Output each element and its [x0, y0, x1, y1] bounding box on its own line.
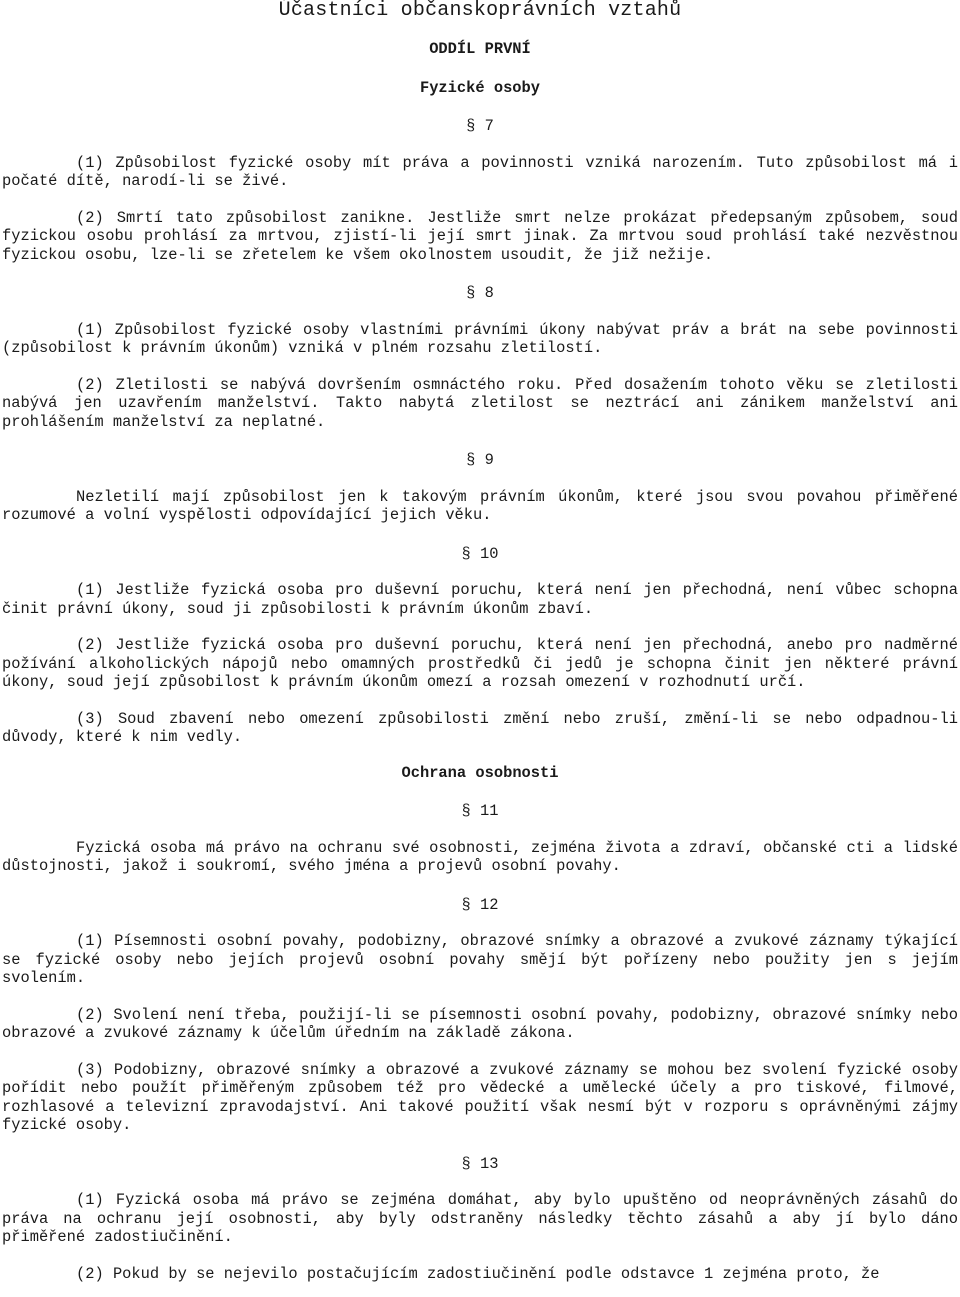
- paragraph: Nezletilí mají způsobilost jen k takovým právním úkonům, které jsou svou povahou přiměřené rozumové a volní vyspělosti odpovídající jejich věku.: [2, 487, 958, 524]
- section-label: § 9: [466, 451, 494, 469]
- paragraph: (3) Soud zbavení nebo omezení způsobilosti změní nebo zruší, změní-li se nebo odpadnou-li důvody, které k nim vedly.: [2, 709, 958, 746]
- section-label: § 7: [466, 117, 494, 135]
- paragraph: (2) Pokud by se nejevilo postačujícím zadostiučinění podle odstavce 1 zejména proto, že: [76, 1264, 880, 1283]
- section-label: § 10: [461, 544, 499, 563]
- division-heading: ODDÍL PRVNÍ: [429, 40, 531, 58]
- paragraph: (2) Svolení není třeba, použijí-li se písemnosti osobní povahy, podobizny, obrazové snímky nebo obrazové a zvukové záznamy k účelům úředním na základě zákona.: [2, 1005, 958, 1042]
- paragraph: (1) Způsobilost fyzické osoby mít práva a povinnosti vzniká narozením. Tuto způsobilost má i počaté dítě, narodí-li se živé.: [2, 153, 958, 190]
- part-heading: Fyzické osoby: [419, 78, 541, 97]
- paragraph: (1) Písemnosti osobní povahy, podobizny, obrazové snímky a obrazové a zvukové záznamy týkající se fyzické osoby nebo jejích projevů osobní povahy smějí být pořízeny nebo použity jen s jejím svolením.: [2, 932, 958, 987]
- paragraph: Fyzická osoba má právo na ochranu své osobnosti, zejména života a zdraví, občanské cti a lidské důstojnosti, jakož i soukromí, svého jména a projevů osobní povahy.: [2, 838, 958, 875]
- paragraph: (2) Jestliže fyzická osoba pro duševní poruchu, která není jen přechodná, anebo pro nadměrné požívání alkoholických nápojů nebo omamných prostředků či jedů je schopna činit jen některé právní úkony, soud její způsobilost k právním úkonům omezí a rozsah omezení v rozhodnutí určí.: [2, 636, 958, 691]
- paragraph: (2) Smrtí tato způsobilost zanikne. Jestliže smrt nelze prokázat předepsaným způsobem, soud fyzickou osobu prohlásí za mrtvou, zjistí-li její smrt jinak. Za mrtvou soud prohlásí také nezvěstnou fyzickou osobu, lze-li se zřetelem ke všem okolnostem usoudit, že již nežije.: [2, 208, 958, 264]
- section-label: § 11: [461, 802, 499, 820]
- subheading: Ochrana osobnosti: [401, 763, 559, 782]
- paragraph: (1) Fyzická osoba má právo se zejména domáhat, aby bylo upuštěno od neoprávněných zásahů do práva na ochranu její osobnosti, aby byly odstraněny následky těchto zásahů a aby jí bylo dáno přiměřené zadostiučinění.: [2, 1191, 958, 1246]
- section-label: § 13: [461, 1154, 499, 1173]
- document-title: Účastníci občanskoprávních vztahů: [278, 0, 682, 22]
- paragraph: (2) Zletilosti se nabývá dovršením osmnáctého roku. Před dosažením tohoto věku se zletilosti nabývá jen uzavřením manželství. Takto nabytá zletilost se neztrácí ani zánikem manželství ani prohlášením manželství za neplatné.: [2, 375, 958, 431]
- section-label: § 8: [466, 284, 494, 302]
- paragraph: (3) Podobizny, obrazové snímky a obrazové a zvukové záznamy se mohou bez svolení fyzické osoby pořídit nebo použít přiměřeným způsobem též pro vědecké a umělecké účely a pro tiskové, filmové, rozhlasové a televizní zpravodajství. Ani takové použití však nesmí být v rozporu s oprávněnými zájmy fyzické osoby.: [2, 1060, 958, 1134]
- paragraph: (1) Jestliže fyzická osoba pro duševní poruchu, která není jen přechodná, není vůbec schopna činit právní úkony, soud ji způsobilosti k právním úkonům zbaví.: [2, 581, 958, 618]
- paragraph: (1) Způsobilost fyzické osoby vlastními právními úkony nabývat práv a brát na sebe povinnosti (způsobilost k právním úkonům) vzniká v plném rozsahu zletilostí.: [2, 320, 958, 357]
- section-label: § 12: [461, 895, 499, 914]
